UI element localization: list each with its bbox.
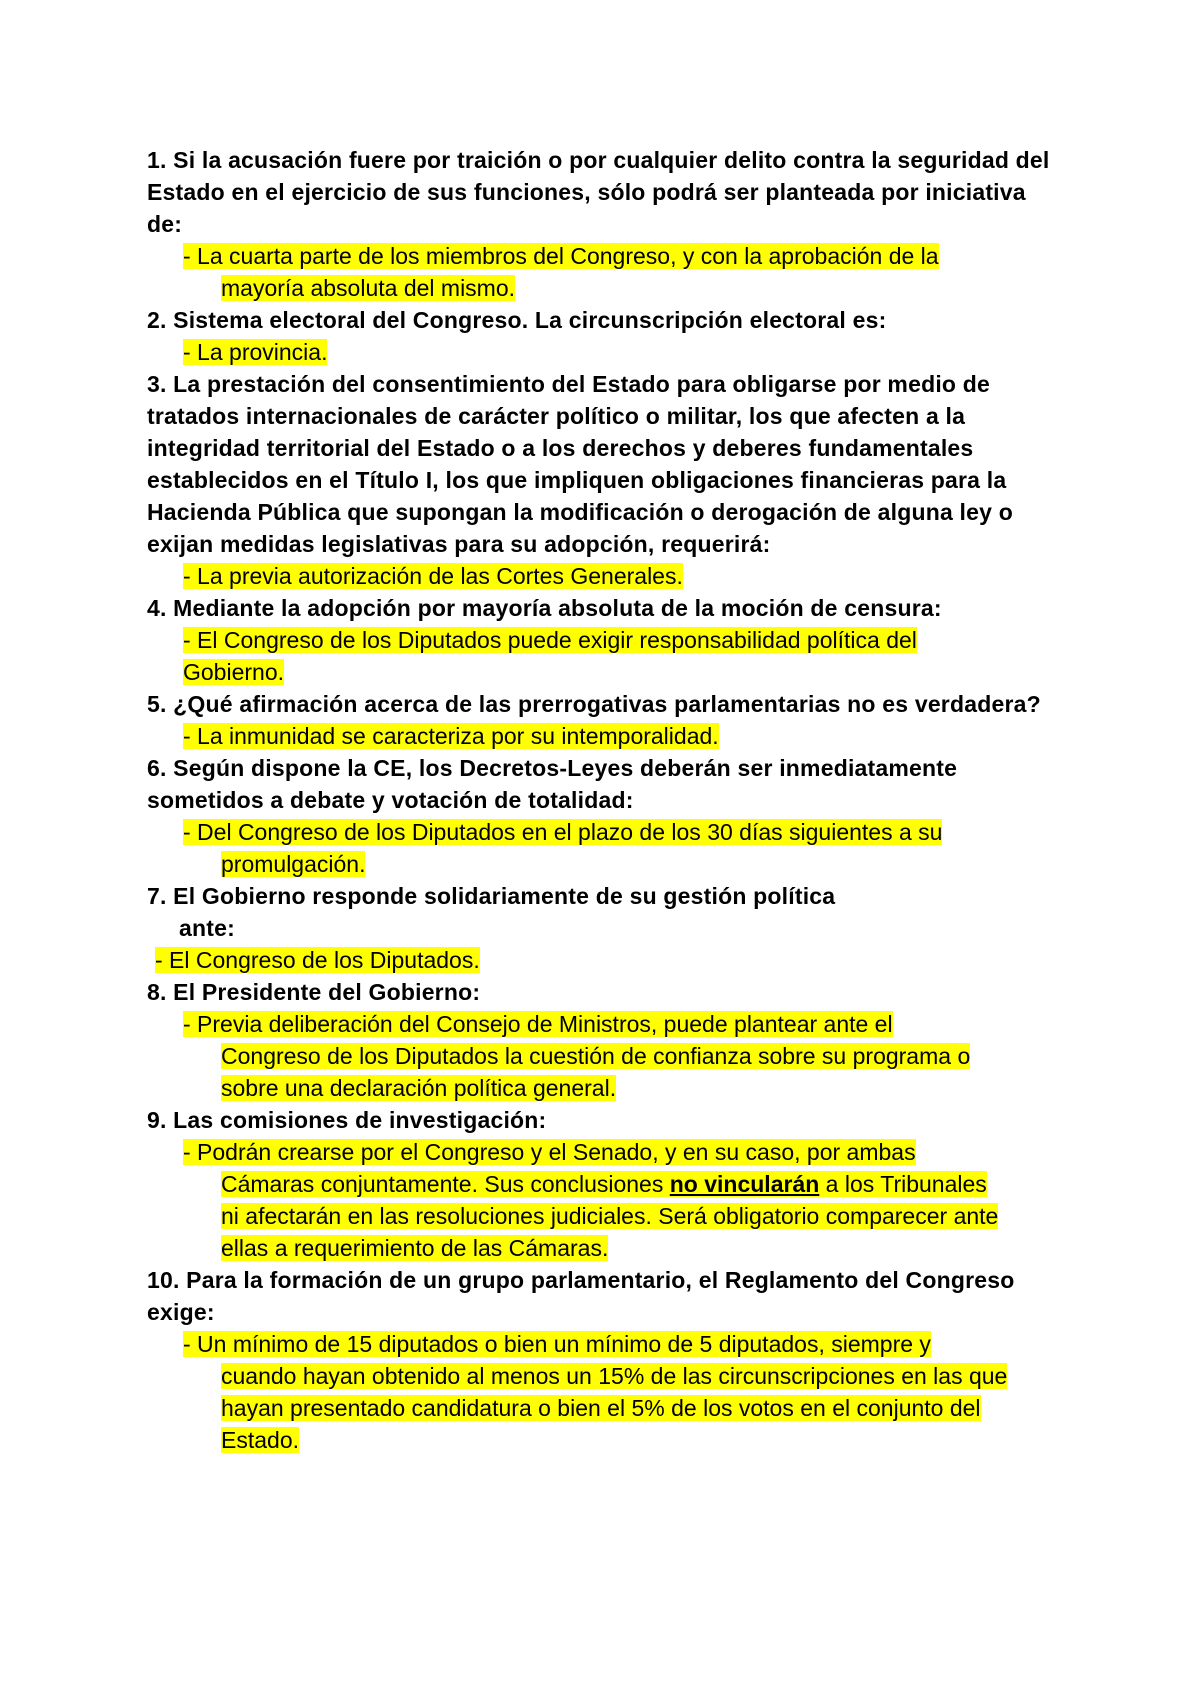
- answer-9-line-2-after: a los Tribunales: [819, 1171, 987, 1197]
- answer-2-line-1: - La provincia.: [183, 339, 328, 365]
- answer-9-line-2-before: Cámaras conjuntamente. Sus conclusiones: [221, 1171, 670, 1197]
- question-9: 9. Las comisiones de investigación:: [147, 1107, 547, 1133]
- answer-8: [147, 1008, 1067, 1104]
- answer-6: [147, 816, 1067, 880]
- answer-8-line-3: sobre una declaración política general.: [221, 1075, 617, 1101]
- answer-4-line-1: - El Congreso de los Diputados puede exigir responsabilidad política del: [183, 627, 917, 653]
- answer-2: [147, 336, 1067, 368]
- answer-9-line-3: ni afectarán en las resoluciones judiciales. Será obligatorio comparecer ante: [221, 1203, 999, 1229]
- answer-4-line-2: Gobierno.: [183, 659, 285, 685]
- document-body: [147, 144, 1067, 1456]
- answer-10-line-2: cuando hayan obtenido al menos un 15% de las circunscripciones en las que: [221, 1363, 1008, 1389]
- answer-9-line-4: ellas a requerimiento de las Cámaras.: [221, 1235, 609, 1261]
- answer-8-line-2: Congreso de los Diputados la cuestión de confianza sobre su programa o: [221, 1043, 971, 1069]
- question-4: 4. Mediante la adopción por mayoría absoluta de la moción de censura:: [147, 595, 942, 621]
- answer-5-line-1: - La inmunidad se caracteriza por su intemporalidad.: [183, 723, 719, 749]
- answer-10: [147, 1328, 1067, 1456]
- question-1: 1. Si la acusación fuere por traición o por cualquier delito contra la seguridad del Estado en el ejercicio de sus funciones, sólo podrá ser planteada por iniciativa de:: [147, 147, 1050, 237]
- question-7-line-1: 7. El Gobierno responde solidariamente de su gestión política: [147, 883, 836, 909]
- answer-5: [147, 720, 1067, 752]
- answer-1-line-1: - La cuarta parte de los miembros del Congreso, y con la aprobación de la: [183, 243, 939, 269]
- answer-10-line-1: - Un mínimo de 15 diputados o bien un mínimo de 5 diputados, siempre y: [183, 1331, 931, 1357]
- answer-10-line-4: Estado.: [221, 1427, 299, 1453]
- answer-6-line-1: - Del Congreso de los Diputados en el plazo de los 30 días siguientes a su: [183, 819, 943, 845]
- question-6: 6. Según dispone la CE, los Decretos-Leyes deberán ser inmediatamente sometidos a debate y votación de totalidad:: [147, 755, 958, 813]
- answer-3-line-1: - La previa autorización de las Cortes Generales.: [183, 563, 683, 589]
- answer-8-line-1: - Previa deliberación del Consejo de Ministros, puede plantear ante el: [183, 1011, 893, 1037]
- answer-1: [147, 240, 1067, 304]
- answer-3: [147, 560, 1067, 592]
- answer-1-line-2: mayoría absoluta del mismo.: [221, 275, 516, 301]
- question-7-line-2: ante:: [179, 915, 235, 941]
- answer-6-line-2: promulgación.: [221, 851, 366, 877]
- answer-7-line-1: - El Congreso de los Diputados.: [155, 947, 480, 973]
- answer-9-emphasis: no vincularán: [669, 1171, 820, 1197]
- question-3: 3. La prestación del consentimiento del Estado para obligarse por medio de tratados internacionales de carácter político o militar, los que afecten a la integridad territorial del Estado o a los derechos y deberes fundamentales establecidos en el Título I, los que impliquen obligaciones financieras para la Hacienda Pública que supongan la modificación o derogación de alguna ley o exijan medidas legislativas para su adopción, requerirá:: [147, 371, 1013, 557]
- question-8: 8. El Presidente del Gobierno:: [147, 979, 481, 1005]
- answer-7: [147, 944, 1067, 976]
- answer-9-line-1: - Podrán crearse por el Congreso y el Senado, y en su caso, por ambas: [183, 1139, 916, 1165]
- answer-10-line-3: hayan presentado candidatura o bien el 5% de los votos en el conjunto del: [221, 1395, 981, 1421]
- question-7: [147, 880, 1067, 944]
- answer-4: [147, 624, 1067, 688]
- question-10: 10. Para la formación de un grupo parlamentario, el Reglamento del Congreso exige:: [147, 1267, 1015, 1325]
- question-5: 5. ¿Qué afirmación acerca de las prerrogativas parlamentarias no es verdadera?: [147, 691, 1041, 717]
- question-2: 2. Sistema electoral del Congreso. La circunscripción electoral es:: [147, 307, 887, 333]
- answer-9: [147, 1136, 1067, 1264]
